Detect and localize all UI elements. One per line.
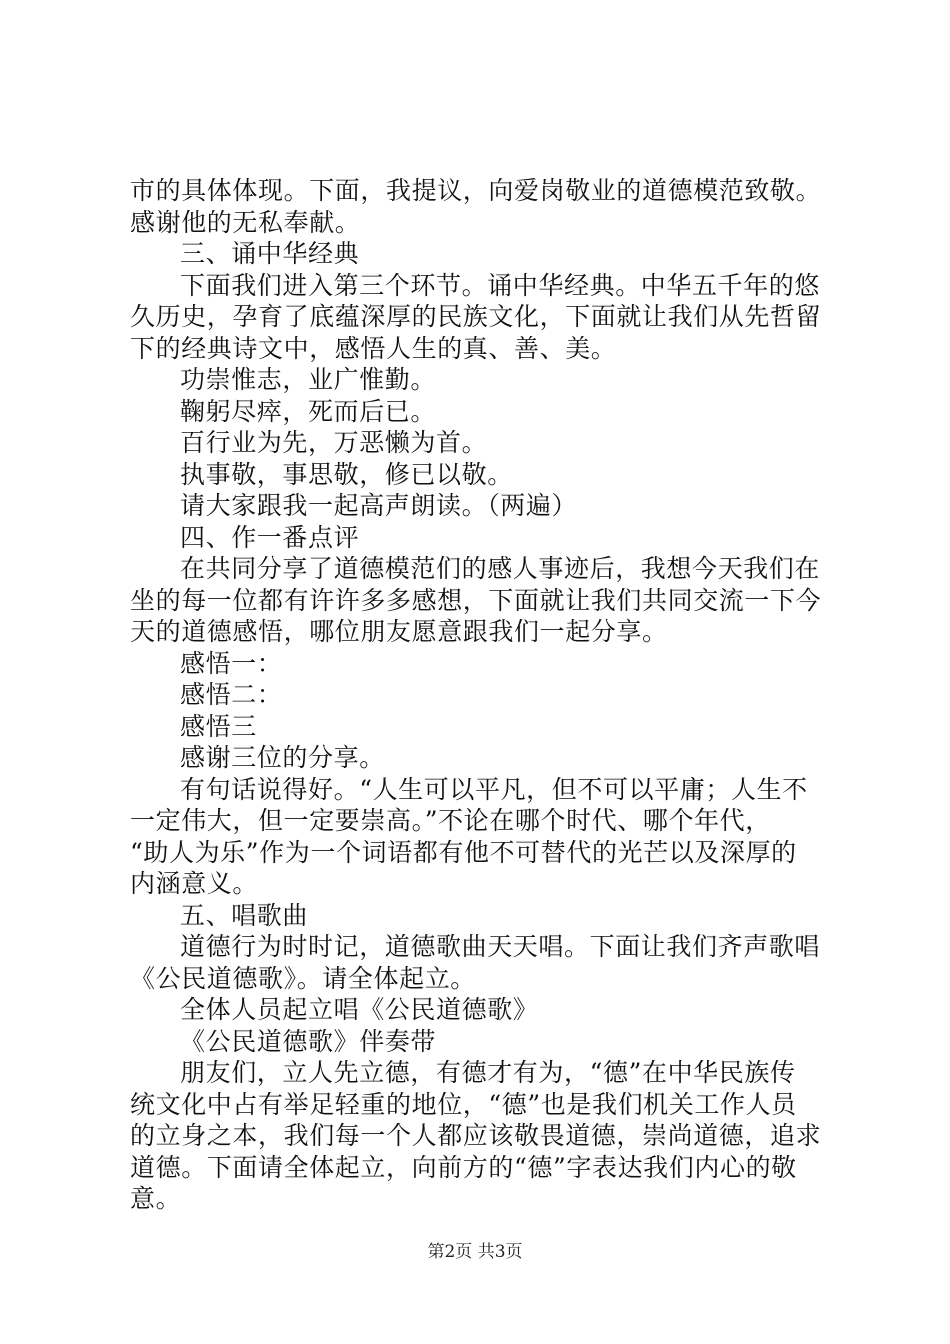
text-line: 请大家跟我一起高声朗读。（两遍） [180,491,578,520]
text-line: 感悟一： [180,648,283,678]
page-number-label: 第2页 共3页 [427,1242,523,1262]
text-line: 有句话说得好。“人生可以平凡，但不可以平庸；人生不 [180,774,808,804]
text-line: 一定伟大，但一定要崇高。”不论在哪个时代、哪个年代， [130,806,771,835]
text-line: 朋友们，立人先立德，有德才有为，“德”在中华民族传 [180,1058,796,1087]
text-line: 内涵意义。 [130,869,259,898]
text-line: 的立身之本，我们每一个人都应该敬畏道德，崇尚道德，追求 [130,1121,822,1150]
text-line: 意。 [130,1184,182,1213]
text-line: 感谢三位的分享。 [180,743,385,772]
document-body [130,175,830,1215]
text-line: 全体人员起立唱《公民道德歌》 [180,995,539,1024]
text-line: 市的具体体现。下面，我提议，向爱岗敬业的道德模范致敬。 [130,176,822,205]
text-line: 执事敬，事思敬，修已以敬。 [180,459,513,489]
text-line: 天的道德感悟，哪位朋友愿意跟我们一起分享。 [130,617,668,646]
text-line: 功崇惟志，业广惟勤。 [180,365,437,394]
text-line: 五、唱歌曲 [180,900,309,930]
text-line: 道德行为时时记，道德歌曲天天唱。下面让我们齐声歌唱 [180,932,821,961]
text-line: 久历史，孕育了底蕴深厚的民族文化，下面就让我们从先哲留 [130,302,822,331]
text-line: 感谢他的无私奉献。 [130,207,361,237]
text-line: 百行业为先，万恶懒为首。 [180,428,488,457]
text-line: 下的经典诗文中，感悟人生的真、善、美。 [130,333,617,363]
text-line: 感悟三 [180,711,257,741]
text-line: 道德。下面请全体起立，向前方的“德”字表达我们内心的敬 [130,1152,797,1182]
text-line: 《公民道德歌》伴奏带 [180,1026,437,1056]
text-line: 感悟二： [180,680,283,709]
text-line: 鞠躬尽瘁，死而后已。 [180,396,437,426]
text-line: 三、诵中华经典 [180,239,360,268]
text-line: 坐的每一位都有许许多多感想，下面就让我们共同交流一下今 [130,585,822,615]
page-footer [0,1241,950,1263]
text-line: 统文化中占有举足轻重的地位，“德”也是我们机关工作人员 [130,1089,797,1119]
text-line: 《公民道德歌》。请全体起立。 [130,963,476,993]
text-line: “助人为乐”作为一个词语都有他不可替代的光芒以及深厚的 [130,837,797,867]
text-line: 在共同分享了道德模范们的感人事迹后，我想今天我们在 [180,554,821,583]
text-line: 四、作一番点评 [180,522,360,552]
text-line: 下面我们进入第三个环节。诵中华经典。中华五千年的悠 [180,270,821,300]
